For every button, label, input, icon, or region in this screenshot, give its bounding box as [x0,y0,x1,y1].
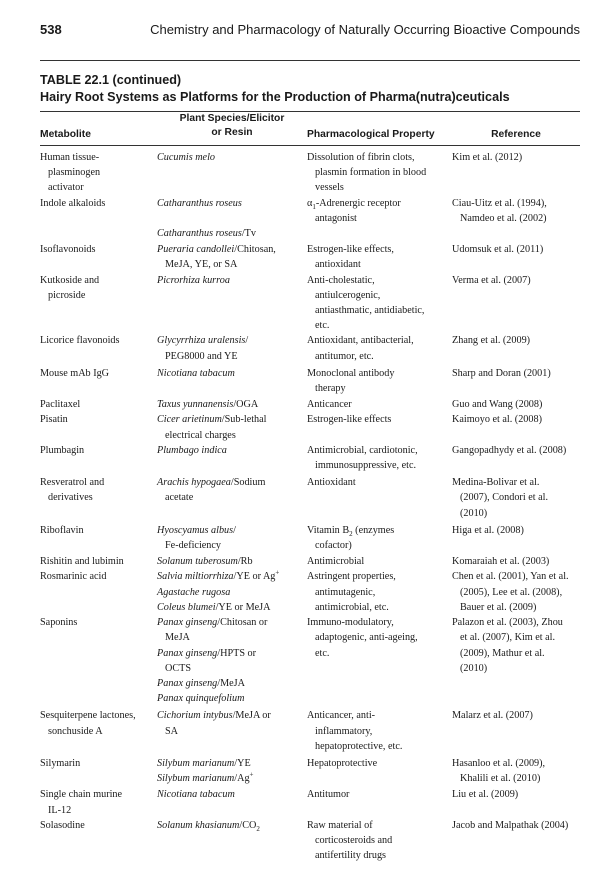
property-cell-line: Antitumor [307,789,350,801]
property-cell-line: corticosteroids and [315,834,393,846]
species-cell [157,523,307,553]
metabolite-cell-line: Rosmarinic acid [40,571,107,583]
species-cell-line: Glycyrrhiza uralensis/ [157,335,249,347]
running-title: Chemistry and Pharmacology of Naturally Occurring Bioactive Compounds [150,22,580,37]
reference-cell [452,366,580,381]
property-cell-line: antiasthmatic, antidiabetic, [315,305,425,317]
reference-cell-line: Higa et al. (2008) [452,524,524,536]
metabolite-cell-line: Resveratrol and [40,477,105,489]
table-row [40,615,580,706]
property-cell-line: antimutagenic, [315,586,376,598]
property-cell-line: Estrogen-like effects [307,414,392,426]
reference-cell [452,756,580,786]
species-cell-line: SA [165,725,179,737]
metabolite-cell [40,397,157,412]
table-row [40,273,580,334]
reference-cell-line: Sharp and Doran (2001) [452,367,551,379]
metabolite-cell-line: Sesquiterpene lactones, [40,710,136,722]
metabolite-cell-line: Single chain murine [40,789,123,801]
reference-cell-line: Liu et al. (2009) [452,789,519,801]
property-cell [307,554,452,569]
table-row [40,366,580,396]
metabolite-cell [40,333,157,348]
property-cell-line: Astringent properties, [307,571,396,583]
reference-cell-line: Hasanloo et al. (2009), [452,757,546,769]
property-cell [307,708,452,754]
property-cell [307,818,452,864]
reference-cell-line: Kim et al. (2012) [452,152,523,163]
metabolite-cell-line: Silymarin [40,757,81,769]
property-cell [307,273,452,334]
property-cell-line: Anti-cholestatic, [307,274,375,286]
metabolite-cell [40,412,157,427]
col-header-reference: Reference [491,129,541,140]
species-cell-line: Nicotiana tabacum [157,367,235,379]
metabolite-cell-line: picroside [48,289,86,301]
table-row [40,150,580,196]
metabolite-cell [40,708,157,738]
metabolite-cell-line: Rishitin and lubimin [40,556,124,568]
property-cell-line: Antioxidant [307,477,356,489]
metabolite-cell [40,787,157,817]
metabolite-cell [40,273,157,303]
species-cell [157,273,307,288]
species-cell-line: Cicer arietinum/Sub-lethal [157,414,267,426]
reference-cell-line: Jacob and Malpathak (2004) [452,819,569,831]
species-cell [157,366,307,381]
property-cell-line: $\alpha_1$-Adrenergic receptor [307,197,401,211]
species-cell-line: Solanum khasianum/$CO_2$ [157,819,260,833]
metabolite-cell-line: activator [48,182,84,194]
metabolite-cell-line: Human tissue- [40,152,100,163]
property-cell-line: etc. [315,320,330,332]
species-cell-line: Pueraria candollei/Chitosan, [157,244,276,256]
reference-cell-line: Chen et al. (2001), Yan et al. [452,571,569,583]
metabolite-cell [40,366,157,381]
reference-cell [452,475,580,521]
species-cell [157,196,307,242]
species-cell-line: Cucumis melo [157,152,216,163]
metabolite-cell [40,523,157,538]
property-cell [307,569,452,615]
species-cell-line: Taxus yunnanensis/OGA [157,399,259,411]
property-cell-line: plasmin formation in blood [315,167,427,179]
species-cell-line: Hyoscyamus albus/ [157,524,236,536]
species-cell-line: Panax ginseng/MeJA [157,677,245,689]
metabolite-cell [40,242,157,257]
species-cell-line: Cichorium intybus/MeJA or [157,710,271,722]
reference-cell-line: Gangopadhydy et al. (2008) [452,444,567,456]
property-cell [307,615,452,661]
metabolite-cell-line: Licorice flavonoids [40,335,120,347]
metabolite-cell-line: Saponins [40,617,78,629]
reference-cell [452,412,580,427]
species-cell-line: Panax ginseng/Chitosan or [157,617,268,629]
col-header-species-line2: or Resin [211,127,253,138]
metabolite-cell [40,150,157,196]
table-row [40,196,580,242]
species-cell-line: electrical charges [165,429,236,441]
property-cell [307,366,452,396]
reference-cell-line: Zhang et al. (2009) [452,335,531,347]
metabolite-cell-line: Paclitaxel [40,399,81,411]
property-cell [307,333,452,363]
table-row [40,569,580,615]
property-cell-line: Monoclonal antibody [307,367,395,379]
species-cell [157,150,307,165]
species-cell-line: OCTS [165,662,192,674]
page-number: 538 [40,22,62,37]
table-title: Hairy Root Systems as Platforms for the Production of Pharma(nutra)ceuticals [40,90,510,104]
reference-cell-line: Udomsuk et al. (2011) [452,244,544,256]
metabolite-cell-line: Mouse mAb IgG [40,367,110,379]
metabolite-cell [40,756,157,771]
reference-cell-line: Verma et al. (2007) [452,274,531,286]
reference-cell [452,554,580,569]
table-row [40,475,580,521]
species-cell-line: Silybum marianum/Ag+ [157,770,254,785]
property-cell-line: Antimicrobial [307,556,365,568]
metabolite-cell-line: Isoflavonoids [40,244,96,256]
reference-cell-line: Palazon et al. (2003), Zhou [452,617,563,629]
species-cell-line: Agastache rugosa [157,586,231,598]
property-cell [307,475,452,490]
property-cell-line: Immuno-modulatory, [307,617,394,629]
species-cell-line: Arachis hypogaea/Sodium [157,477,266,489]
reference-cell-line: (2007), Condori et al. [460,492,548,504]
col-header-species-line1: Plant Species/Elicitor [179,113,285,124]
property-cell-line: Dissolution of fibrin clots, [307,152,415,163]
species-cell [157,475,307,505]
species-cell [157,412,307,442]
reference-cell [452,333,580,348]
species-cell-line: Plumbago indica [157,444,227,456]
metabolite-cell-line: IL-12 [48,804,72,816]
species-cell-line: Solanum tuberosum/Rb [157,556,253,568]
reference-cell-line: Komaraiah et al. (2003) [452,556,550,568]
species-cell [157,615,307,706]
metabolite-cell-line: Kutkoside and [40,274,100,286]
species-cell-line: Catharanthus roseus [157,197,242,209]
table-row [40,554,580,569]
reference-cell [452,708,580,723]
property-cell-line: hepatoprotective, etc. [315,740,403,752]
reference-cell [452,273,580,288]
property-cell [307,787,452,802]
table-row [40,412,580,442]
reference-cell [452,443,580,458]
table-row [40,523,580,553]
metabolite-cell-line: Plumbagin [40,444,85,456]
species-cell [157,397,307,412]
table-row [40,333,580,363]
species-cell [157,787,307,802]
table-label: TABLE 22.1 (continued) [40,73,182,87]
species-cell-line: Catharanthus roseus/Tv [157,228,256,240]
species-cell-line: Nicotiana tabacum [157,789,235,801]
metabolite-cell-line: sonchuside A [48,725,103,737]
reference-cell [452,818,580,833]
reference-cell-line: (2010) [460,662,488,674]
reference-cell [452,397,580,412]
property-cell-line: cofactor) [315,540,352,552]
species-cell-line: acetate [165,492,194,504]
property-cell-line: immunosuppressive, etc. [315,460,417,472]
species-cell [157,333,307,363]
property-cell-line: Antimicrobial, cardiotonic, [307,444,418,456]
table-caption [40,72,510,106]
reference-cell [452,150,580,165]
table-row [40,787,580,817]
property-cell-line: antagonist [315,212,357,224]
species-cell [157,818,307,833]
property-cell [307,196,452,226]
property-cell-line: vessels [315,182,344,194]
table-row [40,708,580,754]
property-cell-line: Vitamin $B_2$ (enzymes [307,524,395,538]
species-cell-line: Picrorhiza kurroa [157,274,230,286]
metabolite-cell [40,615,157,630]
metabolite-cell-line: Riboflavin [40,524,84,536]
property-cell-line: inflammatory, [315,725,373,737]
col-header-species [157,112,307,140]
metabolite-cell [40,196,157,211]
reference-cell-line: Medina-Bolivar et al. [452,477,540,489]
property-cell-line: antitumor, etc. [315,350,374,362]
col-header-metabolite: Metabolite [40,129,91,140]
species-cell-line: Salvia miltiorrhiza/YE or Ag+ [157,569,280,583]
species-cell [157,554,307,569]
property-cell-line: antiulcerogenic, [315,289,381,301]
property-cell [307,523,452,553]
reference-cell [452,787,580,802]
reference-cell-line: Ciau-Uitz et al. (1994), [452,197,547,209]
species-cell [157,443,307,458]
table-row [40,756,580,786]
reference-cell [452,242,580,257]
metabolite-cell [40,475,157,505]
table-body [40,150,580,863]
col-header-property: Pharmacological Property [307,129,435,140]
table-top-rule [40,111,580,112]
species-cell [157,708,307,738]
property-cell [307,443,452,473]
reference-cell-line: Guo and Wang (2008) [452,399,543,411]
reference-cell [452,196,580,226]
header-rule [40,60,580,61]
property-cell-line: antifertility drugs [315,850,387,862]
property-cell-line: Anticancer [307,399,352,411]
species-cell [157,569,307,615]
property-cell-line: Antioxidant, antibacterial, [307,335,414,347]
metabolite-cell-line: derivatives [48,492,93,504]
species-cell-line: Fe-deficiency [165,540,222,552]
species-cell-line: Panax ginseng/HPTS or [157,647,257,659]
property-cell-line: antimicrobial, etc. [315,601,389,613]
property-cell [307,756,452,771]
property-cell [307,397,452,412]
metabolite-cell-line: Pisatin [40,414,68,426]
property-cell [307,242,452,272]
table-row [40,443,580,473]
property-cell-line: adaptogenic, anti-ageing, [315,632,418,644]
reference-cell-line: Khalili et al. (2010) [460,773,541,785]
species-cell-line: PEG8000 and YE [165,350,238,362]
property-cell-line: Raw material of [307,819,373,831]
running-header [40,22,580,42]
property-cell-line: Estrogen-like effects, [307,244,394,256]
property-cell-line: antioxidant [315,259,361,271]
reference-cell-line: (2010) [460,507,488,519]
property-cell-line: etc. [315,647,330,659]
reference-cell-line: Namdeo et al. (2002) [460,212,547,224]
metabolite-cell [40,569,157,584]
reference-cell [452,569,580,615]
species-cell [157,756,307,786]
property-cell [307,150,452,196]
metabolite-cell [40,818,157,833]
reference-cell-line: et al. (2007), Kim et al. [460,632,556,644]
species-cell-line: MeJA [165,632,190,644]
metabolite-cell-line: Solasodine [40,819,85,831]
reference-cell-line: Bauer et al. (2009) [460,601,537,613]
species-cell [157,242,307,272]
species-cell-line: Panax quinquefolium [157,693,245,705]
property-cell [307,412,452,427]
reference-cell-line: (2005), Lee et al. (2008), [460,586,563,598]
species-cell-line [157,211,303,226]
metabolite-cell-line: plasminogen [48,167,101,179]
table-header-rule [40,145,580,146]
metabolite-cell [40,554,157,569]
species-cell-line: Coleus blumei/YE or MeJA [157,601,271,613]
property-cell-line: Hepatoprotective [307,757,378,769]
table-row [40,242,580,272]
reference-cell [452,615,580,676]
reference-cell [452,523,580,538]
table-row [40,818,580,864]
metabolite-cell [40,443,157,458]
species-cell-line: Silybum marianum/YE [157,757,251,769]
reference-cell-line: (2009), Mathur et al. [460,647,545,659]
reference-cell-line: Kaimoyo et al. (2008) [452,414,542,426]
property-cell-line: Anticancer, anti- [307,710,376,722]
species-cell-line: MeJA, YE, or SA [165,259,238,271]
metabolite-cell-line: Indole alkaloids [40,197,106,209]
property-cell-line: therapy [315,383,346,395]
reference-cell-line: Malarz et al. (2007) [452,710,533,722]
table-row [40,397,580,412]
